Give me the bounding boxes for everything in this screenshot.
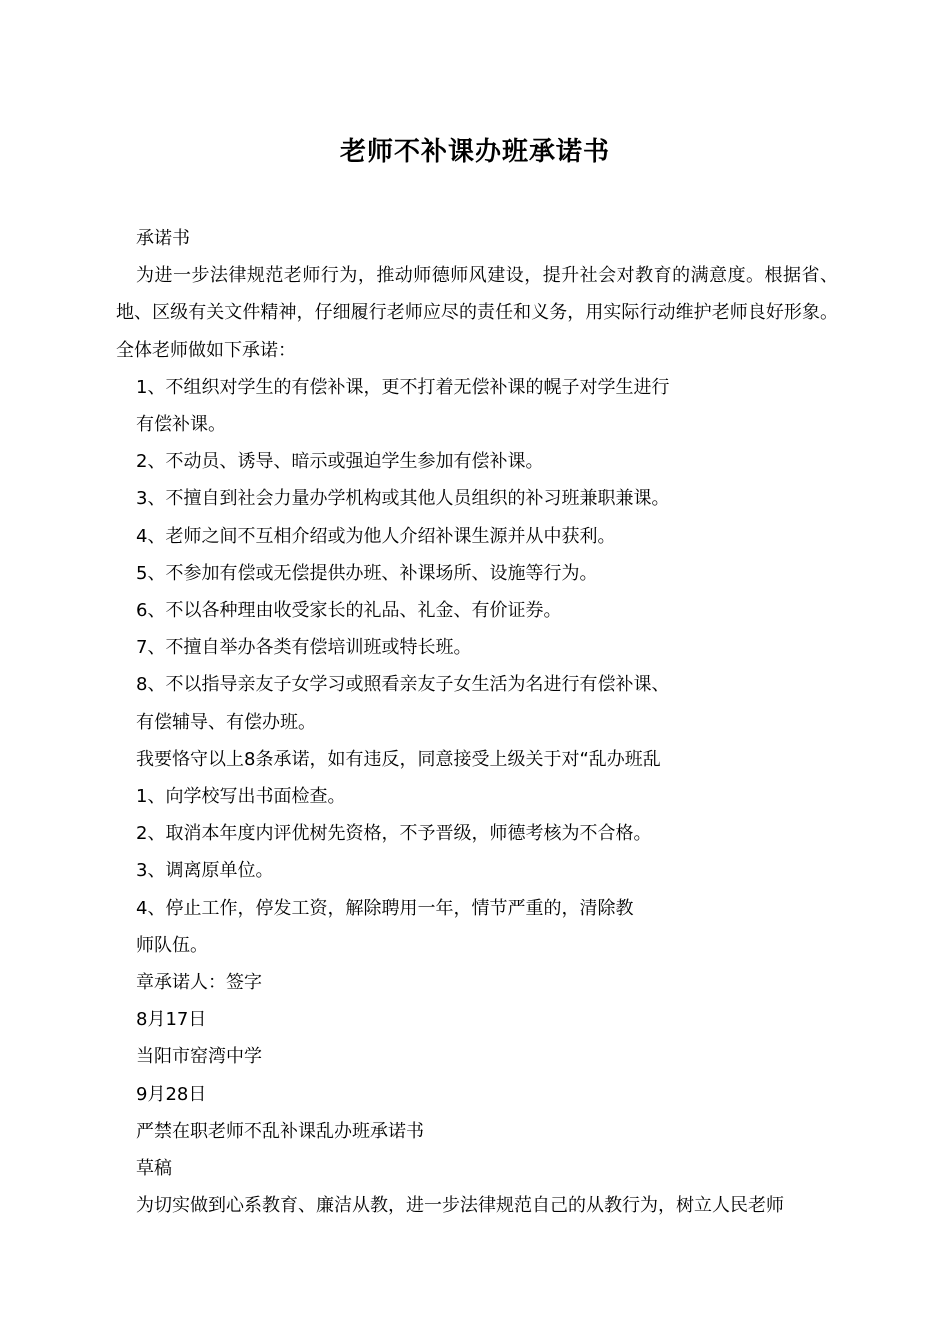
paragraph-item: 8、不以指导亲友子女学习或照看亲友子女生活为名进行有偿补课、 bbox=[136, 674, 670, 696]
paragraph-item: 有偿辅导、有偿办班。 bbox=[136, 711, 316, 733]
document-body bbox=[116, 220, 838, 1224]
paragraph-heading: 承诺书 bbox=[136, 228, 190, 249]
paragraph-draft: 草稿 bbox=[136, 1158, 172, 1180]
paragraph-penalty: 师队伍。 bbox=[136, 934, 208, 956]
paragraph-item: 4、老师之间不互相介绍或为他人介绍补课生源并从中获利。 bbox=[136, 525, 616, 547]
paragraph-item: 6、不以各种理由收受家长的礼品、礼金、有价证券。 bbox=[136, 600, 562, 622]
paragraph-penalty: 2、取消本年度内评优树先资格，不予晋级，师德考核为不合格。 bbox=[136, 823, 652, 845]
document-title: 老师不补课办班承诺书 bbox=[339, 137, 610, 167]
paragraph-item: 2、不动员、诱导、暗示或强迫学生参加有偿补课。 bbox=[136, 451, 544, 473]
paragraph-signature: 章承诺人：签字 bbox=[136, 972, 262, 994]
paragraph-date: 8月17日 bbox=[136, 1009, 207, 1031]
paragraph-school: 当阳市窑湾中学 bbox=[136, 1046, 262, 1068]
paragraph-item: 7、不擅自举办各类有偿培训班或特长班。 bbox=[136, 637, 472, 659]
paragraph-penalty: 3、调离原单位。 bbox=[136, 860, 274, 882]
paragraph-item: 有偿补课。 bbox=[136, 414, 226, 436]
paragraph-date: 9月28日 bbox=[136, 1083, 207, 1105]
paragraph-text: 为切实做到心系教育、廉洁从教，进一步法律规范自己的从教行为，树立人民老师 bbox=[136, 1195, 784, 1217]
paragraph-item: 5、不参加有偿或无偿提供办班、补课场所、设施等行为。 bbox=[136, 562, 598, 584]
paragraph-penalty: 1、向学校写出书面检查。 bbox=[136, 786, 346, 808]
paragraph-item: 1、不组织对学生的有偿补课，更不打着无偿补课的幌子对学生进行 bbox=[136, 376, 670, 398]
paragraph-pledge: 我要恪守以上8条承诺，如有违反，同意接受上级关于对“乱办班乱 bbox=[136, 748, 661, 770]
paragraph-intro: 为进一步法律规范老师行为，推动师德师风建设，提升社会对教育的满意度。根据省、地、区级有关文件精神，仔细履行老师应尽的责任和义务，用实际行动维护老师良好形象。全体老师做如下承诺： bbox=[116, 265, 838, 361]
paragraph-item: 3、不擅自到社会力量办学机构或其他人员组织的补习班兼职兼课。 bbox=[136, 488, 670, 510]
paragraph-subtitle: 严禁在职老师不乱补课乱办班承诺书 bbox=[136, 1120, 424, 1142]
paragraph-penalty: 4、停止工作，停发工资，解除聘用一年，情节严重的，清除教 bbox=[136, 897, 634, 919]
